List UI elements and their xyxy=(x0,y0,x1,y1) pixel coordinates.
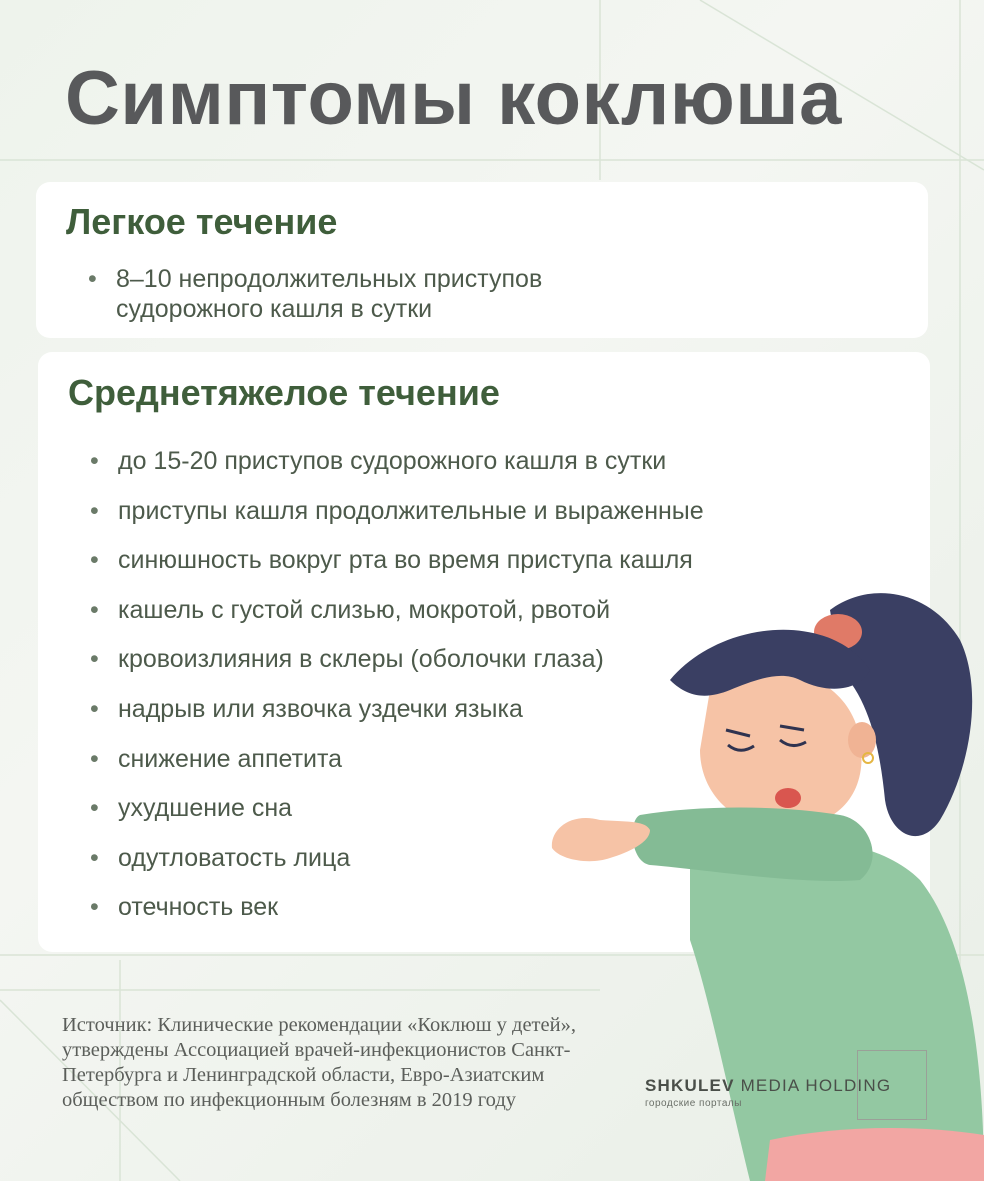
list-item: • одутловатость лица xyxy=(90,843,704,873)
list-item: • 8–10 непродолжительных приступов судорожного кашля в сутки xyxy=(88,264,636,324)
mild-course-card xyxy=(36,182,928,338)
list-item: • кровоизлияния в склеры (оболочки глаза) xyxy=(90,644,704,674)
list-item: • отечность век xyxy=(90,892,704,922)
list-item: • снижение аппетита xyxy=(90,744,704,774)
list-item: • до 15-20 приступов судорожного кашля в сутки xyxy=(90,446,704,476)
page-title: Симптомы коклюша xyxy=(65,56,842,141)
logo-text: SHKULEV MEDIA HOLDING xyxy=(645,1076,892,1095)
source-note: Источник: Клинические рекомендации «Коклюш у детей», утверждены Ассоциацией врачей-инфекционистов Санкт-Петербурга и Ленинградской области, Евро-Азиатским обществом по инфекционным болезням в 2019 году xyxy=(62,1014,576,1111)
list-item: • приступы кашля продолжительные и выраженные xyxy=(90,496,704,526)
mild-symptoms-list xyxy=(88,264,636,324)
list-item: • надрыв или язвочка уздечки языка xyxy=(90,694,704,724)
list-item: • ухудшение сна xyxy=(90,793,704,823)
list-item: • синюшность вокруг рта во время приступа кашля xyxy=(90,545,704,575)
brand-logo xyxy=(645,1050,935,1122)
moderate-course-heading: Среднетяжелое течение xyxy=(68,372,500,413)
logo-subtitle: городские порталы xyxy=(645,1098,742,1109)
mild-course-heading: Легкое течение xyxy=(66,201,338,242)
list-item: • кашель с густой слизью, мокротой, рвотой xyxy=(90,595,704,625)
